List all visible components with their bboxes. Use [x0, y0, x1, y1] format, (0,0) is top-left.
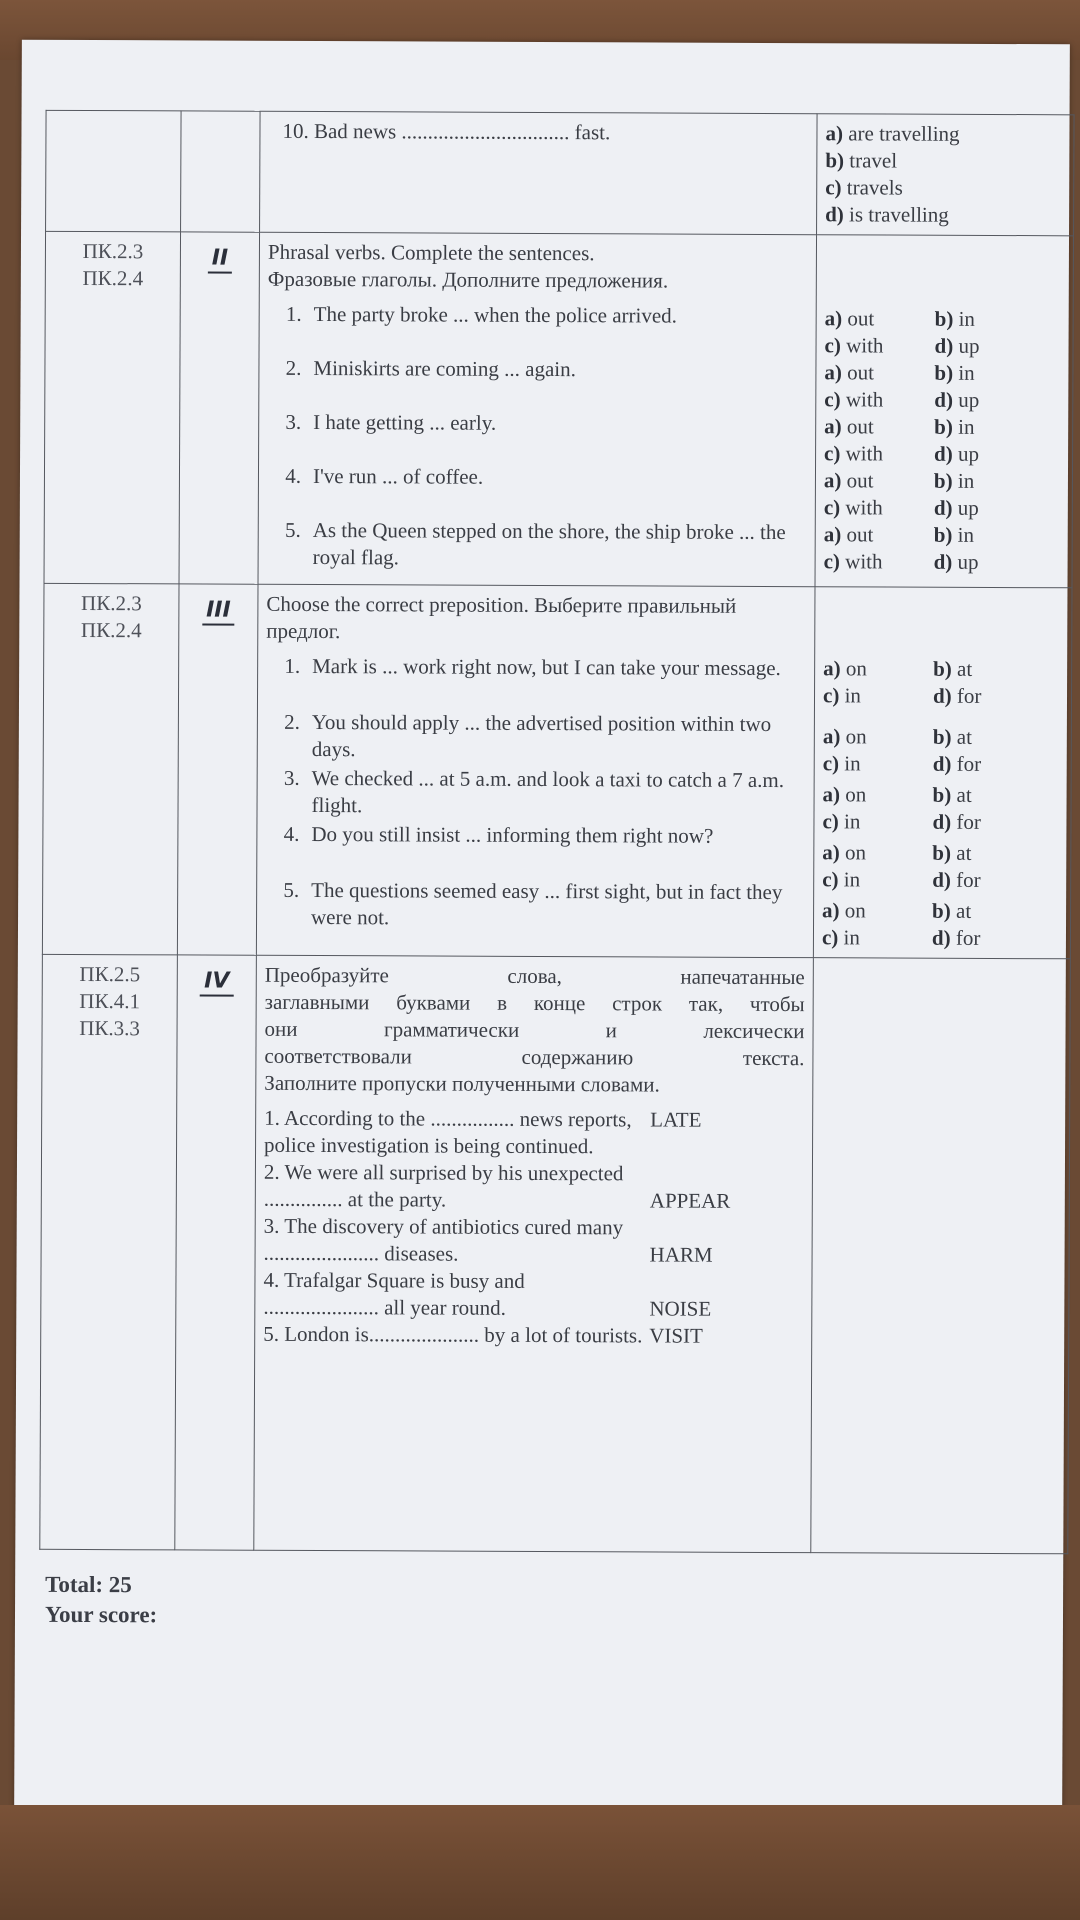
- keyword: HARM: [649, 1242, 713, 1267]
- paper-sheet: [14, 40, 1070, 1820]
- options-group: a) out b) in c) with d) up: [824, 360, 980, 412]
- list-item: 3. We checked ... at 5 a.m. and look a taxi to catch a 7 a.m. flight.: [283, 765, 785, 818]
- word-formation-item: 2. We were all surprised by his unexpected ............... at the party. APPEAR: [263, 1159, 731, 1213]
- question-cell: [258, 232, 817, 586]
- list-item: 4. I've run ... of coffee.: [285, 463, 484, 489]
- options-group: a) on b) at c) in d) for: [822, 724, 982, 776]
- numeral-cell: [177, 584, 258, 955]
- answer-cell: [813, 587, 1072, 959]
- score-label: Your score:: [44, 1601, 158, 1628]
- task-numeral: IV: [200, 968, 233, 997]
- word-formation-item: 3. The discovery of antibiotics cured many ...................... diseases. HARM: [263, 1213, 713, 1267]
- question-cell: [254, 955, 814, 1552]
- answer-cell: [815, 235, 1074, 588]
- task-title-en: Phrasal verbs. Complete the sentences.: [267, 239, 595, 266]
- options-group: a) out b) in c) with d) up: [824, 414, 980, 466]
- numeral-cell: [175, 955, 257, 1550]
- list-item: 5. The questions seemed easy ... first sight, but in fact they were not.: [283, 877, 783, 930]
- instruction-line: они грамматически и лексически: [264, 1016, 805, 1044]
- question-cell: [260, 111, 818, 234]
- row-task-4: [40, 954, 1071, 1553]
- desk-background-bottom: [0, 1805, 1080, 1920]
- row-task-3: [42, 583, 1072, 958]
- answer-cell: [817, 114, 1075, 236]
- answer-cell-empty: [811, 958, 1071, 1554]
- instruction-line: Заполните пропуски полученными словами.: [264, 1070, 660, 1097]
- test-table: [39, 110, 1074, 1554]
- options-group: a) out b) in c) with d) up: [823, 468, 979, 520]
- question-text: 10. Bad news ................................ fast.: [282, 118, 611, 145]
- word-formation-item: 1. According to the ................ news reports, police investigation is being continued. LATE: [264, 1105, 804, 1161]
- total-label: Total: 25: [45, 1571, 132, 1598]
- word-formation-item: 4. Trafalgar Square is busy and ...................... all year round. NOISE: [263, 1267, 712, 1321]
- keyword: NOISE: [649, 1296, 712, 1321]
- options-group: a) on b) at c) in d) for: [822, 656, 982, 708]
- code-cell: ПК.2.3 ПК.2.4: [42, 583, 179, 955]
- options-group: a) on b) at c) in d) for: [822, 782, 981, 834]
- list-item: 2. You should apply ... the advertised position within two days.: [284, 709, 772, 762]
- numeral-cell-empty: [181, 111, 261, 232]
- option: a) are travelling: [825, 121, 960, 146]
- options-group: a) on b) at c) in d) for: [821, 898, 981, 950]
- list-item: 4. Do you still insist ... informing them right now?: [283, 821, 714, 848]
- code-cell-empty: [46, 110, 182, 232]
- list-item: 3. I hate getting ... early.: [285, 409, 497, 435]
- row-task-2: [44, 231, 1074, 587]
- keyword: APPEAR: [649, 1188, 731, 1213]
- task-title: Choose the correct preposition. Выберите правильный предлог.: [266, 591, 737, 644]
- options-group: a) out b) in c) with d) up: [824, 306, 980, 358]
- question-cell: [256, 584, 815, 957]
- task-numeral: III: [202, 597, 235, 626]
- keyword: VISIT: [649, 1323, 703, 1348]
- options-group: a) on b) at c) in d) for: [822, 840, 981, 892]
- list-item: 5. As the Queen stepped on the shore, the ship broke ... the royal flag.: [284, 517, 786, 570]
- list-item: 1. Mark is ... work right now, but I can take your message.: [284, 653, 781, 681]
- instruction-line: заглавными буквами в конце строк так, чтобы: [264, 989, 805, 1017]
- task-title-ru: Фразовые глаголы. Дополните предложения.: [267, 266, 669, 293]
- list-item: 2. Miniskirts are coming ... again.: [285, 355, 576, 382]
- row-question-10: [46, 110, 1075, 235]
- option: b) travel: [825, 148, 898, 173]
- option: d) is travelling: [825, 202, 949, 227]
- instruction-line: соответствовали содержанию текста.: [264, 1043, 805, 1071]
- options-group: a) out b) in c) with d) up: [823, 522, 979, 574]
- code-cell: ПК.2.3 ПК.2.4: [44, 231, 181, 584]
- task-numeral: II: [208, 245, 233, 274]
- numeral-cell: [179, 232, 260, 584]
- instruction-line: Преобразуйте слова, напечатанные: [264, 962, 805, 990]
- option: c) travels: [825, 175, 903, 200]
- keyword: LATE: [650, 1107, 702, 1132]
- code-cell: ПК.2.5 ПК.4.1 ПК.3.3: [40, 954, 178, 1550]
- list-item: 1. The party broke ... when the police arrived.: [285, 301, 678, 328]
- totals-block: [45, 1570, 157, 1630]
- word-formation-item: 5. London is..................... by a lot of tourists. VISIT: [263, 1321, 703, 1348]
